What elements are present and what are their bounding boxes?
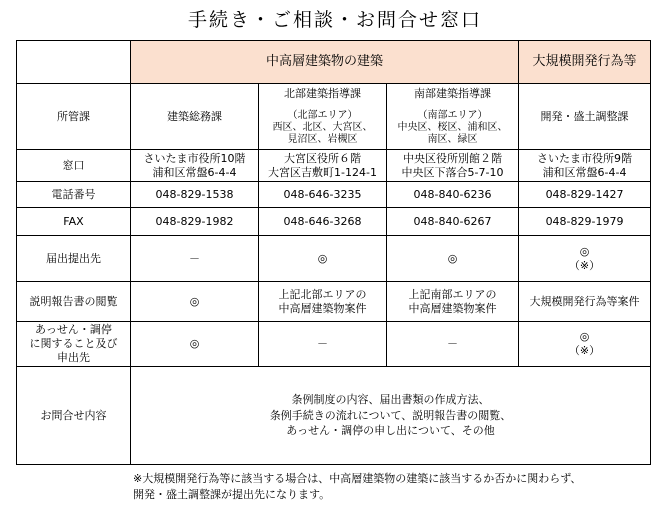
todoke-c3: ◎ bbox=[387, 236, 519, 282]
madoguchi-c2 bbox=[259, 150, 387, 182]
fax-c3: 048-840-6267 bbox=[387, 208, 519, 236]
setsumei-c1: ◎ bbox=[131, 282, 259, 322]
footnote-line1: ※大規模開発行為等に該当する場合は、中高層建築物の建築に該当するか否かに関わらず、 bbox=[133, 472, 582, 485]
toiawase-line1: 条例制度の内容、届出書類の作成方法、 bbox=[291, 392, 490, 406]
shokan-c3 bbox=[387, 84, 519, 150]
assen-c2: － bbox=[259, 322, 387, 367]
todoke-c4-mark: ◎ bbox=[579, 244, 590, 258]
madoguchi-c4-line1: さいたま市役所9階 bbox=[537, 151, 633, 165]
madoguchi-c2-line1: 大宮区役所６階 bbox=[284, 151, 361, 165]
shokan-c2-area-2: 見沼区、岩槻区 bbox=[287, 133, 358, 145]
madoguchi-c4 bbox=[519, 150, 651, 182]
tel-c2: 048-646-3235 bbox=[259, 182, 387, 208]
setsumei-c2-line1: 上記北部エリアの bbox=[278, 287, 367, 301]
madoguchi-c3-line2: 中央区下落合5-7-10 bbox=[401, 165, 504, 179]
madoguchi-c2-line2: 大宮区吉敷町1-124-1 bbox=[268, 165, 377, 179]
shokan-c3-area-title: （南部エリア） bbox=[417, 109, 488, 121]
row-todoke bbox=[17, 236, 651, 282]
row-tel bbox=[17, 182, 651, 208]
label-tel: 電話番号 bbox=[17, 182, 131, 208]
shokan-c2-area-1: 西区、北区、大宮区、 bbox=[272, 121, 373, 133]
shokan-c3-name: 南部建築指導課 bbox=[414, 87, 492, 101]
setsumei-c3-line2: 中高層建築物案件 bbox=[408, 301, 497, 315]
setsumei-c3-line1: 上記南部エリアの bbox=[408, 287, 497, 301]
row-madoguchi bbox=[17, 150, 651, 182]
shokan-c1: 建築総務課 bbox=[131, 84, 259, 150]
madoguchi-c1 bbox=[131, 150, 259, 182]
tel-c3: 048-840-6236 bbox=[387, 182, 519, 208]
label-todoke: 届出提出先 bbox=[17, 236, 131, 282]
label-madoguchi: 窓口 bbox=[17, 150, 131, 182]
shokan-c3-area-2: 南区、緑区 bbox=[427, 133, 478, 145]
fax-c2: 048-646-3268 bbox=[259, 208, 387, 236]
assen-c4 bbox=[519, 322, 651, 367]
row-assen bbox=[17, 322, 651, 367]
header-row bbox=[17, 41, 651, 84]
row-shokan bbox=[17, 84, 651, 150]
label-assen-line1: あっせん・調停 bbox=[35, 323, 112, 337]
row-setsumei bbox=[17, 282, 651, 322]
tel-c4: 048-829-1427 bbox=[519, 182, 651, 208]
madoguchi-c3 bbox=[387, 150, 519, 182]
label-toiawase: お問合せ内容 bbox=[17, 367, 131, 465]
fax-c4: 048-829-1979 bbox=[519, 208, 651, 236]
madoguchi-c4-line2: 浦和区常盤6-4-4 bbox=[542, 165, 627, 179]
setsumei-c3 bbox=[387, 282, 519, 322]
header-daikibo: 大規模開発行為等 bbox=[519, 41, 651, 84]
tel-c1: 048-829-1538 bbox=[131, 182, 259, 208]
label-fax: FAX bbox=[17, 208, 131, 236]
label-shokan: 所管課 bbox=[17, 84, 131, 150]
row-fax bbox=[17, 208, 651, 236]
setsumei-c2 bbox=[259, 282, 387, 322]
shokan-c2 bbox=[259, 84, 387, 150]
madoguchi-c1-line1: さいたま市役所10階 bbox=[143, 151, 246, 165]
label-assen-line2: に関すること及び bbox=[29, 337, 118, 351]
header-chukoso: 中高層建築物の建築 bbox=[131, 41, 519, 84]
todoke-c4 bbox=[519, 236, 651, 282]
row-toiawase bbox=[17, 367, 651, 465]
assen-c3: － bbox=[387, 322, 519, 367]
label-setsumei: 説明報告書の閲覧 bbox=[17, 282, 131, 322]
header-empty-cell bbox=[17, 41, 131, 84]
todoke-c1: － bbox=[131, 236, 259, 282]
shokan-c3-area-1: 中央区、桜区、浦和区、 bbox=[397, 121, 508, 133]
footnote-line2: 開発・盛土調整課が提出先になります。 bbox=[133, 488, 331, 501]
todoke-c4-note: （※） bbox=[568, 258, 601, 272]
shokan-c2-area-title: （北部エリア） bbox=[287, 109, 358, 121]
setsumei-c4: 大規模開発行為等案件 bbox=[519, 282, 651, 322]
shokan-c2-name: 北部建築指導課 bbox=[284, 87, 361, 101]
contact-table bbox=[16, 40, 651, 465]
shokan-c4: 開発・盛土調整課 bbox=[519, 84, 651, 150]
madoguchi-c3-line1: 中央区役所別館２階 bbox=[403, 151, 503, 165]
setsumei-c2-line2: 中高層建築物案件 bbox=[278, 301, 367, 315]
assen-c4-mark: ◎ bbox=[579, 330, 590, 344]
footnote bbox=[133, 471, 581, 503]
fax-c1: 048-829-1982 bbox=[131, 208, 259, 236]
page-title: 手続き・ご相談・お問合せ窓口 bbox=[187, 9, 482, 31]
label-assen bbox=[17, 322, 131, 367]
toiawase-content bbox=[131, 367, 651, 465]
assen-c1: ◎ bbox=[131, 322, 259, 367]
madoguchi-c1-line2: 浦和区常盤6-4-4 bbox=[152, 165, 237, 179]
label-assen-line3: 申出先 bbox=[57, 350, 90, 364]
todoke-c2: ◎ bbox=[259, 236, 387, 282]
toiawase-line2: 条例手続きの流れについて、説明報告書の閲覧、 bbox=[269, 408, 512, 422]
assen-c4-note: （※） bbox=[568, 344, 601, 357]
toiawase-line3: あっせん・調停の申し出について、その他 bbox=[286, 424, 495, 438]
